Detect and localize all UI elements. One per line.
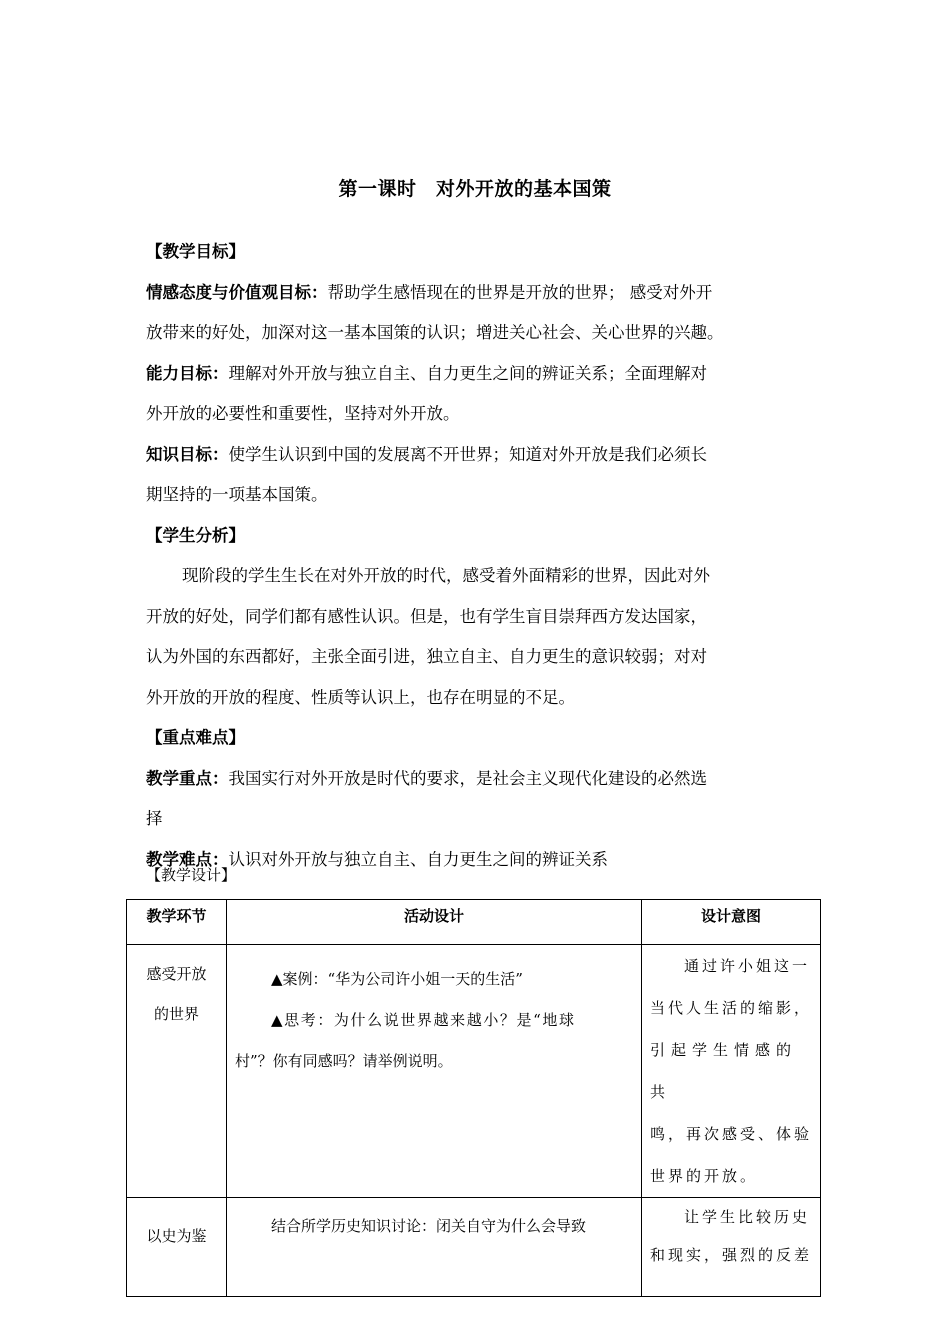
column-header: 设计意图	[642, 900, 821, 945]
emotion-text: 帮助学生感悟现在的世界是开放的世界； 感受对外开	[327, 282, 713, 302]
difficulty-text: 认识对外开放与独立自主、自力更生之间的辨证关系	[228, 849, 608, 869]
page-title: 第一课时 对外开放的基本国策	[338, 178, 612, 200]
emotion-objective	[146, 279, 826, 320]
intent-line: 通过许小姐这一	[684, 957, 811, 975]
objectives-heading: 【教学目标】	[146, 242, 245, 261]
knowledge-label: 知识目标：	[146, 444, 229, 464]
focus-text-cont: 择	[146, 809, 163, 828]
emotion-label: 情感态度与价值观目标：	[146, 282, 328, 302]
ability-text-cont: 外开放的必要性和重要性，坚持对外开放。	[146, 404, 460, 423]
activity-case: ▲案例：“华为公司许小姐一天的生活”	[271, 970, 523, 988]
analysis-paragraph-line: 认为外国的东西都好，主张全面引进，独立自主、自力更生的意识较弱；对对	[146, 647, 707, 666]
intent-line: 和现实，强烈的反差	[650, 1246, 813, 1264]
intent-line: 引起学生情感的共	[650, 1041, 798, 1101]
stage-cell	[127, 945, 227, 1198]
activity-question-cont: 村”？你有同感吗？请举例说明。	[235, 1052, 453, 1070]
intent-line: 当代人生活的缩影，	[650, 999, 813, 1017]
design-heading: 【教学设计】	[146, 866, 237, 884]
stage-cell	[127, 1198, 227, 1297]
activity-cell	[227, 945, 642, 1198]
ability-objective	[146, 360, 826, 401]
document-body	[146, 238, 826, 886]
knowledge-text-cont: 期坚持的一项基本国策。	[146, 485, 328, 504]
intent-line: 世界的开放。	[650, 1167, 759, 1185]
activity-discussion: 结合所学历史知识讨论：闭关自守为什么会导致	[271, 1217, 587, 1235]
focus-label: 教学重点：	[146, 768, 229, 788]
teaching-focus	[146, 765, 826, 806]
focus-text: 我国实行对外开放是时代的要求，是社会主义现代化建设的必然选	[228, 768, 707, 788]
intent-cell	[642, 945, 821, 1198]
teaching-design-table	[126, 899, 821, 1297]
table-header-row	[127, 900, 821, 945]
stage-text: 的世界	[153, 1005, 199, 1023]
analysis-paragraph-line: 现阶段的学生生长在对外开放的时代，感受着外面精彩的世界，因此对外	[182, 566, 710, 585]
analysis-paragraph-line: 外开放的开放的程度、性质等认识上，也存在明显的不足。	[146, 687, 575, 707]
emotion-text-cont: 放带来的好处，加深对这一基本国策的认识；增进关心社会、关心世界的兴趣。	[146, 323, 724, 342]
keypoints-heading: 【重点难点】	[146, 728, 245, 747]
stage-text: 感受开放	[146, 965, 207, 983]
intent-line: 让学生比较历史	[684, 1208, 811, 1226]
knowledge-text: 使学生认识到中国的发展离不开世界；知道对外开放是我们必须长	[228, 444, 707, 464]
analysis-heading: 【学生分析】	[146, 525, 245, 545]
column-header: 活动设计	[227, 900, 642, 945]
analysis-paragraph-line: 开放的好处，同学们都有感性认识。但是，也有学生盲目崇拜西方发达国家，	[146, 606, 707, 626]
activity-question: ▲思考：为什么说世界越来越小？是“地球	[271, 1011, 576, 1029]
teaching-difficulty	[146, 846, 826, 887]
ability-text: 理解对外开放与独立自主、自力更生之间的辨证关系；全面理解对	[228, 363, 707, 383]
intent-cell	[642, 1198, 821, 1297]
column-header: 教学环节	[127, 900, 227, 945]
activity-cell	[227, 1198, 642, 1297]
knowledge-objective	[146, 441, 826, 482]
ability-label: 能力目标：	[146, 363, 229, 383]
intent-line: 鸣，再次感受、体验	[650, 1125, 813, 1143]
difficulty-label: 教学难点：	[146, 849, 229, 869]
stage-text: 以史为鉴	[146, 1227, 207, 1245]
table-row	[127, 945, 821, 1198]
table-row	[127, 1198, 821, 1297]
